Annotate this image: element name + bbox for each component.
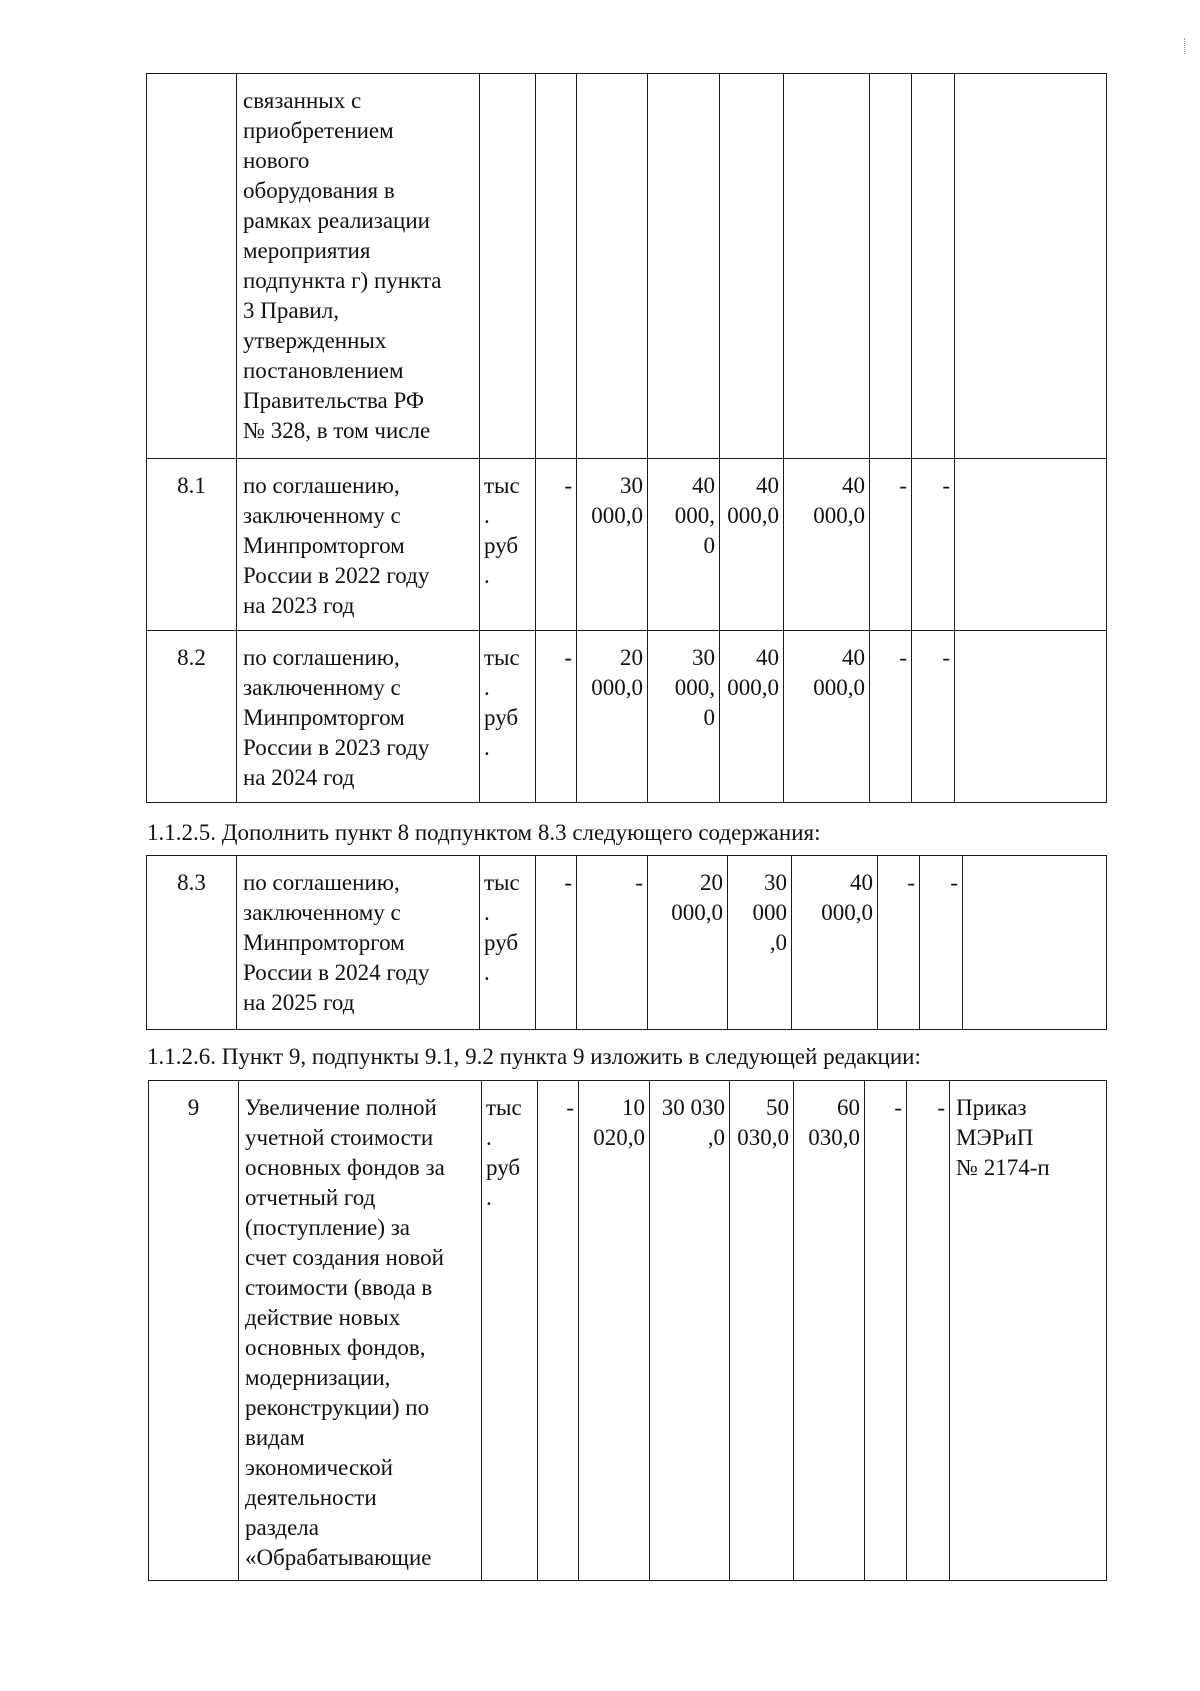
- indicator-name: по соглашению, заключенному с Минпромторгом России в 2022 году на 2023 год: [237, 459, 480, 631]
- value-cell: 30 000, 0: [648, 631, 720, 803]
- value-cell: 40 000,0: [720, 631, 784, 803]
- table-row: [147, 631, 1107, 803]
- value-cell: -: [865, 1081, 907, 1581]
- table-row: [147, 856, 1107, 1030]
- value-cell: 30 000,0: [577, 459, 648, 631]
- source-cell: Приказ МЭРиП № 2174-п: [950, 1081, 1107, 1581]
- value-cell: 40 000,0: [720, 459, 784, 631]
- value-cell: -: [878, 856, 920, 1030]
- indicators-table-b: [146, 855, 1107, 1030]
- scan-speck: [1184, 38, 1188, 54]
- value-cell: 30 030 ,0: [650, 1081, 730, 1581]
- value-cell: 30 000 ,0: [728, 856, 792, 1030]
- row-number: 8.1: [147, 459, 237, 631]
- value-cell: 20 000,0: [648, 856, 728, 1030]
- value-cell: [536, 74, 577, 459]
- source-cell: [963, 856, 1107, 1030]
- indicator-name: по соглашению, заключенному с Минпромторгом России в 2023 году на 2024 год: [237, 631, 480, 803]
- value-cell: [577, 74, 648, 459]
- unit-cell: тыс . руб .: [480, 856, 536, 1030]
- row-number: 8.2: [147, 631, 237, 803]
- value-cell: -: [536, 459, 577, 631]
- unit-cell: [480, 74, 536, 459]
- value-cell: 40 000,0: [784, 459, 870, 631]
- unit-cell: тыс . руб .: [482, 1081, 538, 1581]
- value-cell: -: [912, 631, 955, 803]
- value-cell: -: [536, 856, 577, 1030]
- paragraph-1-1-2-5: 1.1.2.5. Дополнить пункт 8 подпунктом 8.3 следующего содержания:: [147, 820, 821, 845]
- value-cell: [912, 74, 955, 459]
- value-cell: [784, 74, 870, 459]
- source-cell: [955, 74, 1107, 459]
- row-number: [147, 74, 237, 459]
- indicators-table-c: [148, 1080, 1107, 1581]
- value-cell: [648, 74, 720, 459]
- unit-cell: тыс . руб .: [480, 631, 536, 803]
- value-cell: 60 030,0: [794, 1081, 865, 1581]
- indicator-name: Увеличение полной учетной стоимости основных фондов за отчетный год (поступление) за счет создания новой стоимости (ввода в действие новых основных фондов, модернизации, реконструкции) по видам экономической деятельности раздела «Обрабатывающие: [239, 1081, 482, 1581]
- value-cell: 20 000,0: [577, 631, 648, 803]
- indicator-name: по соглашению, заключенному с Минпромторгом России в 2024 году на 2025 год: [237, 856, 480, 1030]
- unit-cell: тыс . руб .: [480, 459, 536, 631]
- table-row: [149, 1081, 1107, 1581]
- value-cell: -: [538, 1081, 579, 1581]
- row-number: 8.3: [147, 856, 237, 1030]
- value-cell: [720, 74, 784, 459]
- value-cell: 40 000, 0: [648, 459, 720, 631]
- paragraph-1-1-2-6: 1.1.2.6. Пункт 9, подпункты 9.1, 9.2 пункта 9 изложить в следующей редакции:: [147, 1044, 921, 1069]
- value-cell: 40 000,0: [792, 856, 878, 1030]
- indicators-table-a: [146, 73, 1107, 803]
- value-cell: 10 020,0: [579, 1081, 650, 1581]
- value-cell: -: [920, 856, 963, 1030]
- value-cell: [870, 74, 912, 459]
- row-number: 9: [149, 1081, 239, 1581]
- value-cell: -: [577, 856, 648, 1030]
- value-cell: -: [912, 459, 955, 631]
- value-cell: -: [870, 459, 912, 631]
- value-cell: -: [536, 631, 577, 803]
- source-cell: [955, 459, 1107, 631]
- value-cell: -: [870, 631, 912, 803]
- source-cell: [955, 631, 1107, 803]
- table-row: [147, 74, 1107, 459]
- value-cell: -: [907, 1081, 950, 1581]
- indicator-name: связанных с приобретением нового оборудования в рамках реализации мероприятия подпункта г) пункта 3 Правил, утвержденных постановлением Правительства РФ № 328, в том числе: [237, 74, 480, 459]
- value-cell: 50 030,0: [730, 1081, 794, 1581]
- table-row: [147, 459, 1107, 631]
- value-cell: 40 000,0: [784, 631, 870, 803]
